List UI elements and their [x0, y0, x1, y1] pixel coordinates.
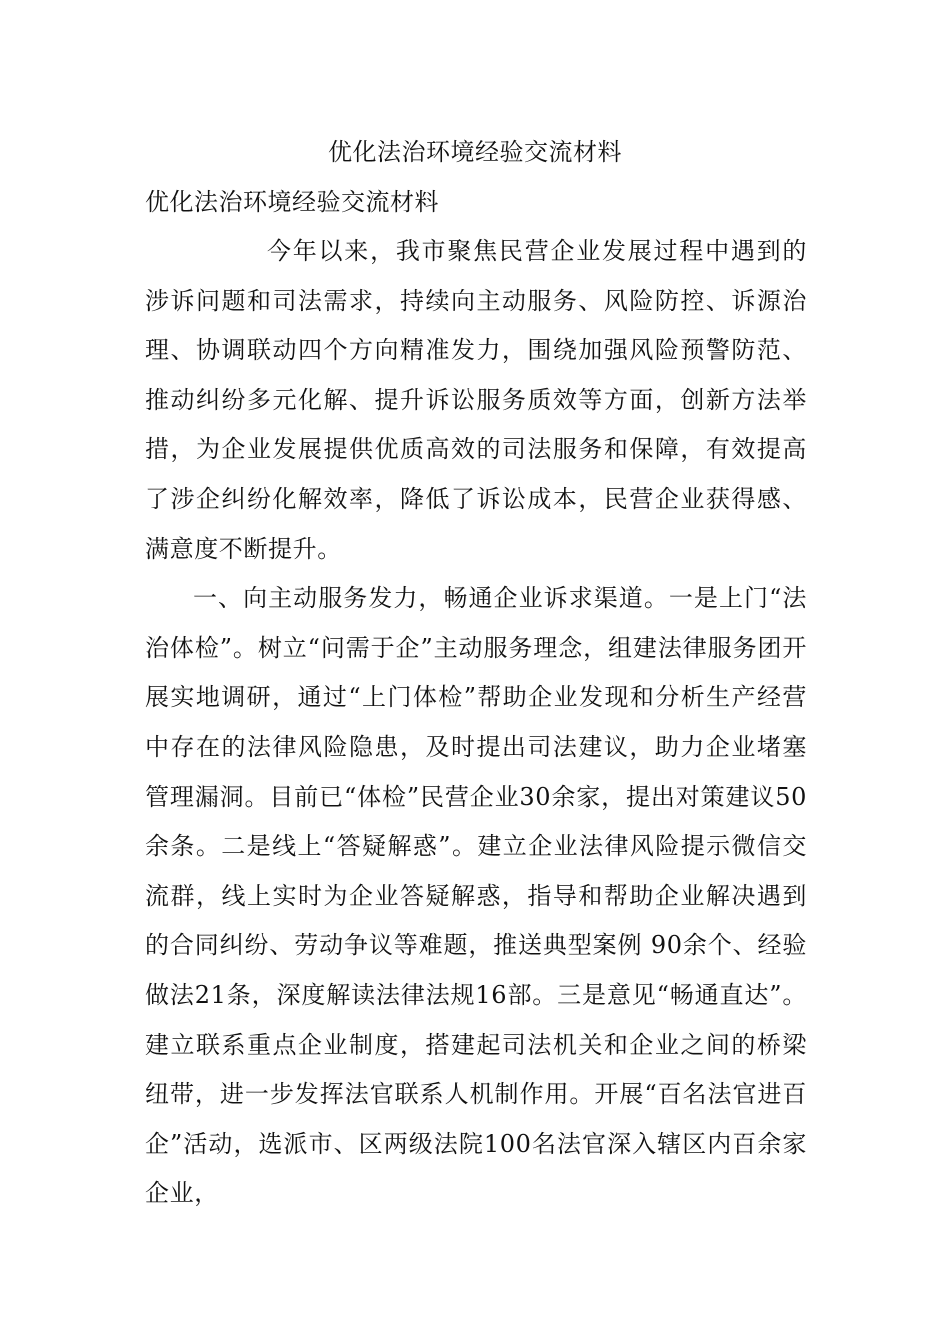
document-body: [145, 227, 807, 1219]
document-title: 优化法治环境经验交流材料: [328, 138, 622, 166]
intro-paragraph: 今年以来，我市聚焦民营企业发展过程中遇到的涉诉问题和司法需求，持续向主动服务、风险防控、诉源治理、协调联动四个方向精准发力，围绕加强风险预警防范、推动纠纷多元化解、提升诉讼服务质效等方面，创新方法举措，为企业发展提供优质高效的司法服务和保障，有效提高了涉企纠纷化解效率，降低了诉讼成本，民营企业获得感、满意度不断提升。: [145, 237, 807, 563]
document-subtitle: 优化法治环境经验交流材料: [145, 188, 439, 216]
section-one-paragraph: 一、向主动服务发力，畅通企业诉求渠道。一是上门“法治体检”。树立“问需于企”主动服务理念，组建法律服务团开展实地调研，通过“上门体检”帮助企业发现和分析生产经营中存在的法律风险隐患，及时提出司法建议，助力企业堵塞管理漏洞。目前已“体检”民营企业30余家，提出对策建议50余条。二是线上“答疑解惑”。建立企业法律风险提示微信交流群，线上实时为企业答疑解惑，指导和帮助企业解决遇到的合同纠纷、劳动争议等难题，推送典型案例 90余个、经验做法21条，深度解读法律法规16部。三是意见“畅通直达”。建立联系重点企业制度，搭建起司法机关和企业之间的桥梁纽带，进一步发挥法官联系人机制作用。开展“百名法官进百企”活动，选派市、区两级法院100名法官深入辖区内百余家企业，: [145, 584, 807, 1208]
